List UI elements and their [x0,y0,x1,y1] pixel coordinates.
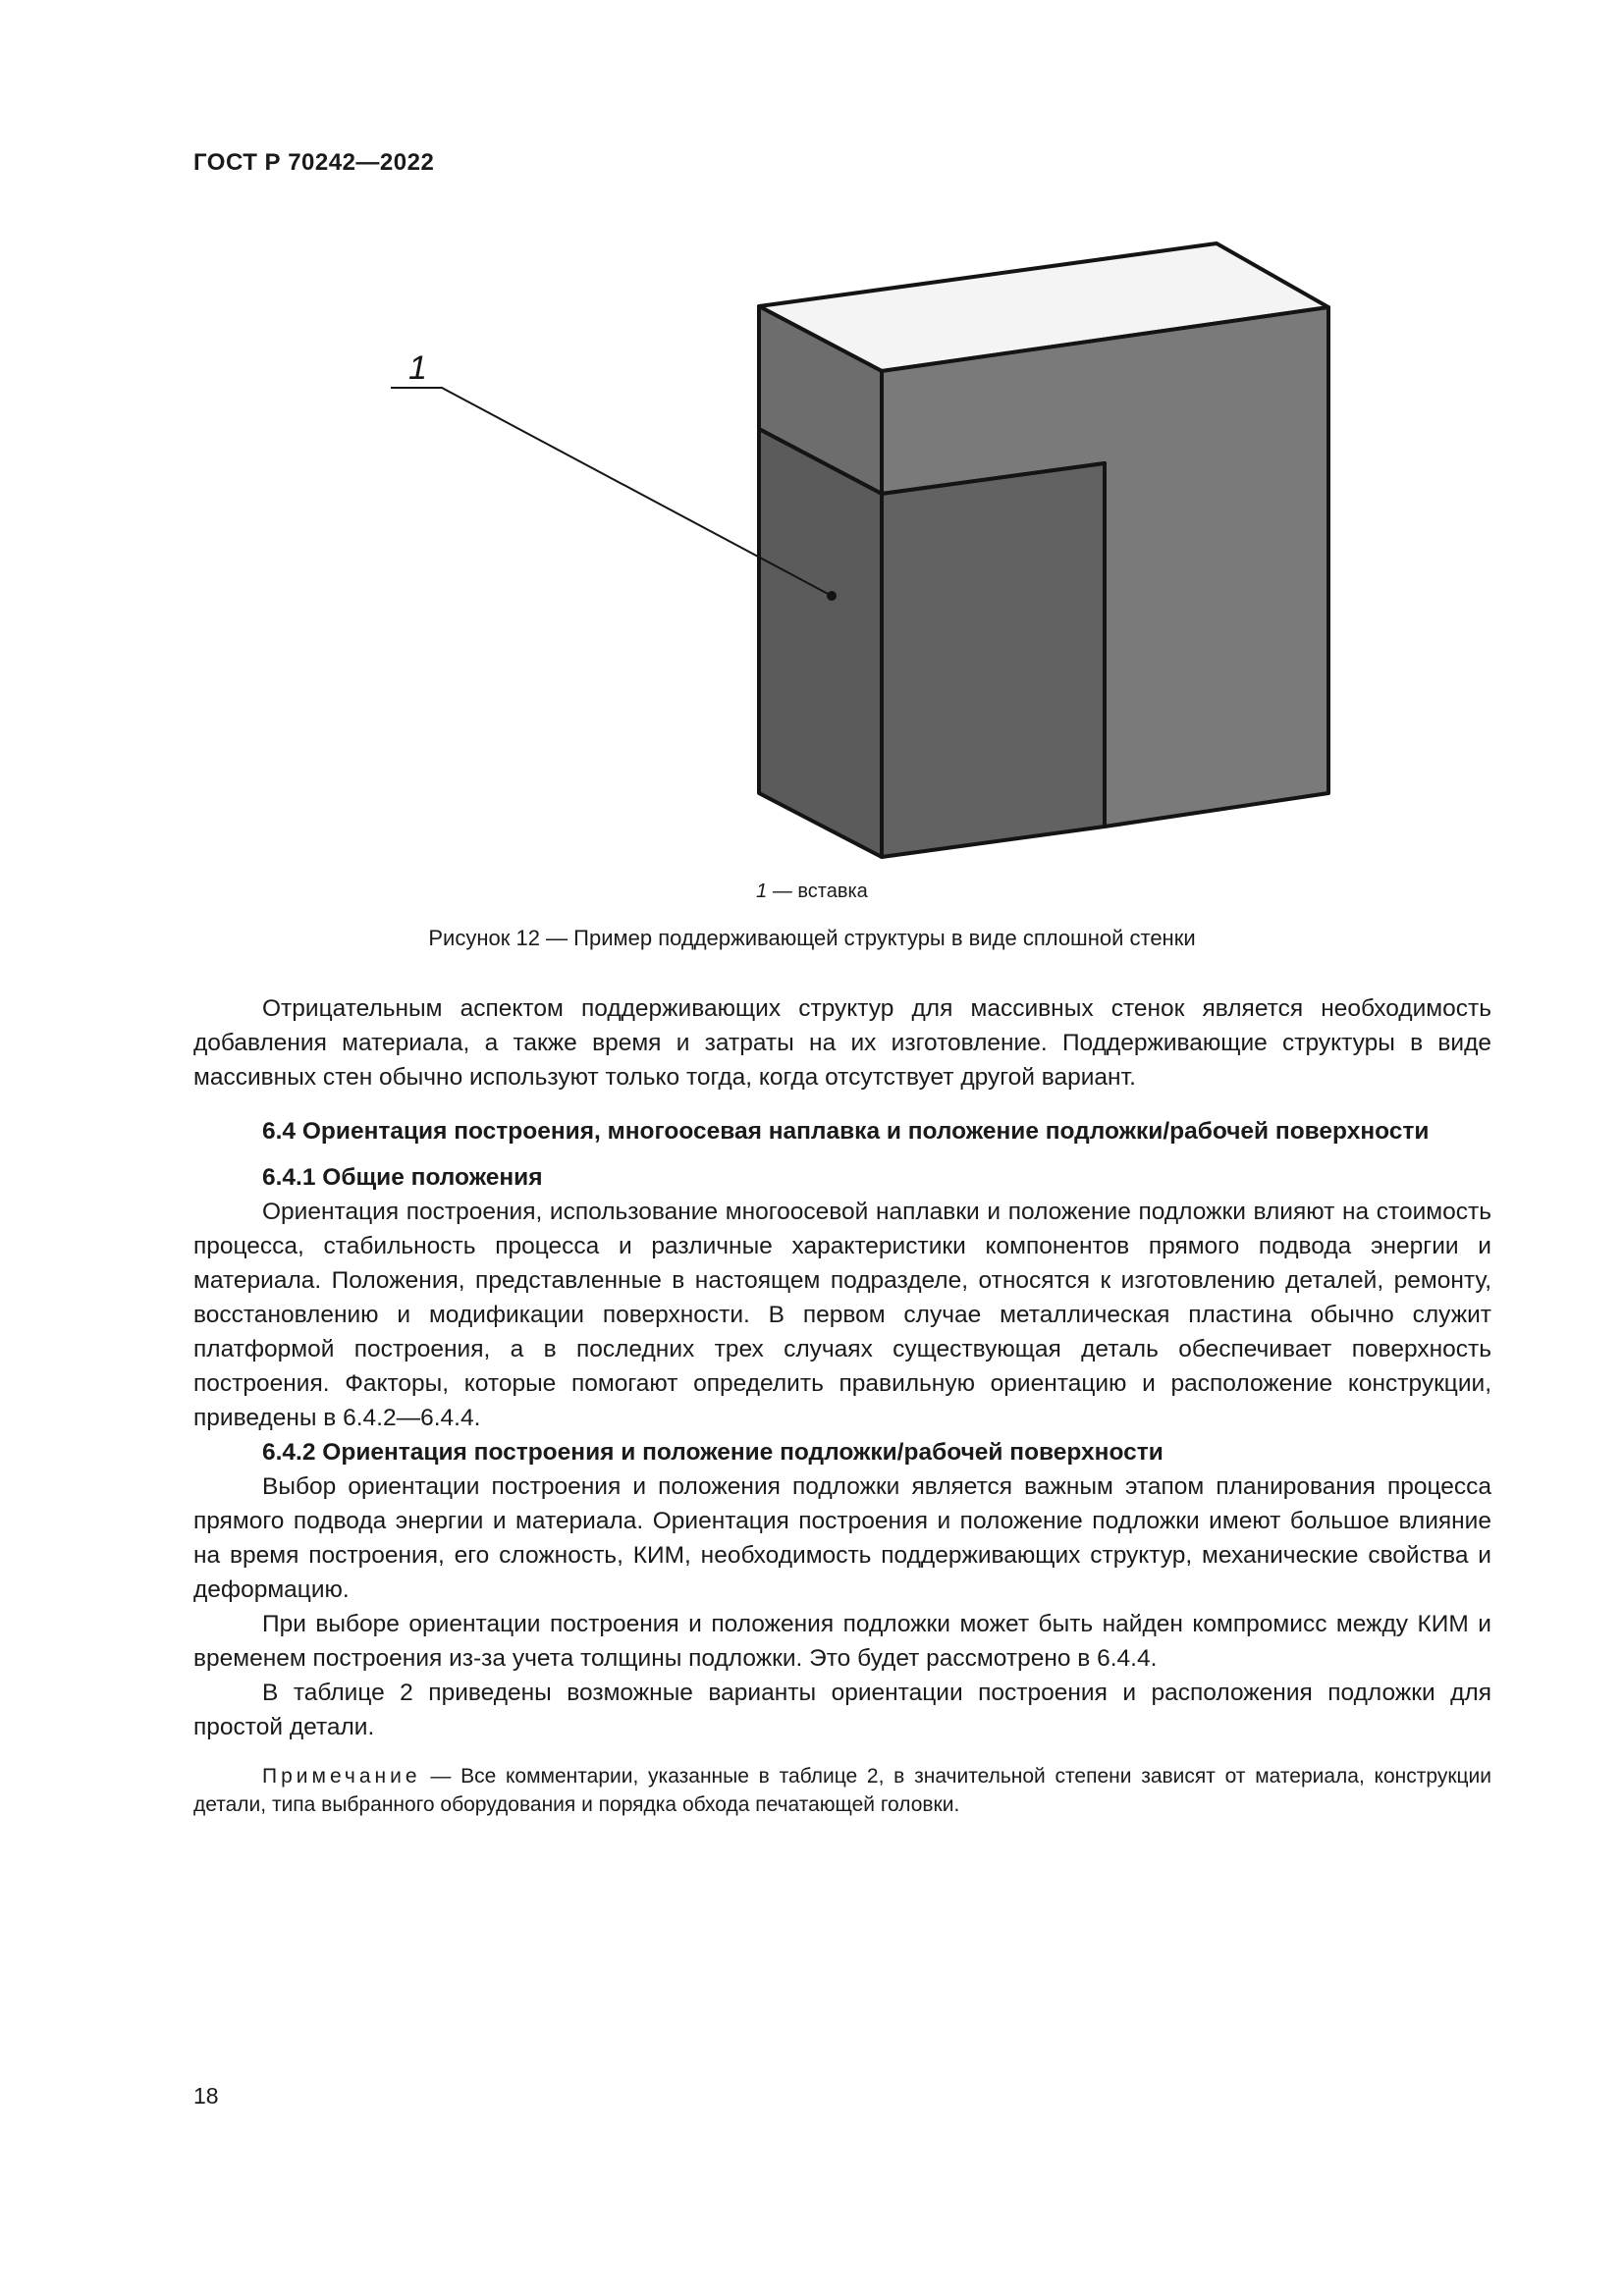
paragraph-orientation-choice: Выбор ориентации построения и положения подложки является важным этапом планирования процесса прямого подвода энергии и материала. Ориентация построения и положение подложки имеют большое влияние на время построения, его сложность, КИМ, необходимость поддерживающих структур, механические свойства и деформацию. [193,1473,1491,1603]
page-number: 18 [193,2083,219,2109]
note-label: Примечание [262,1765,421,1788]
callout-number: 1 [408,349,427,387]
subsection-heading-6-4-2: 6.4.2 Ориентация построения и положение подложки/рабочей поверхности [262,1439,1164,1466]
note-text: — Все комментарии, указанные в таблице 2, в значительной степени зависят от материала, конструкции детали, типа выбранного оборудования и порядка обхода печатающей головки. [193,1765,1491,1816]
section-heading-6-4: 6.4 Ориентация построения, многоосевая наплавка и положение подложки/рабочей поверхности [262,1118,1430,1145]
figure-caption: Рисунок 12 — Пример поддерживающей структуры в виде сплошной стенки [428,926,1196,950]
subsection-heading-6-4-1: 6.4.1 Общие положения [262,1164,543,1191]
legend-number: 1 [756,881,768,902]
insert-front-face [882,463,1105,857]
paragraph-general-provisions: Ориентация построения, использование многоосевой наплавки и положение подложки влияют на стоимость процесса, стабильность процесса и различные характеристики компонентов прямого подвода энергии и материала. Положения, представленные в настоящем подразделе, относятся к изготовлению деталей, ремонту, восстановлению и модификации поверхности. В первом случае металлическая пластина обычно служит платформой построения, а в последних трех случаях существующая деталь обеспечивает поверхность построения. Факторы, которые помогают определить правильную ориентацию и расположение конструкции, приведены в 6.4.2—6.4.4. [193,1199,1491,1431]
callout-dot [827,591,837,601]
paragraph-table-reference: В таблице 2 приведены возможные варианты ориентации построения и расположения подложки для простой детали. [193,1680,1491,1740]
insert-left-face [759,429,882,857]
figure-legend [0,881,1624,903]
document-body [193,991,1491,1819]
paragraph-compromise: При выборе ориентации построения и положения подложки может быть найден компромисс между КИМ и временем построения из-за учета толщины подложки. Это будет рассмотрено в 6.4.4. [193,1611,1491,1672]
note [193,1762,1491,1819]
document-header: ГОСТ Р 70242—2022 [193,149,435,176]
legend-text: — вставка [767,881,868,902]
figure-12-support-wall [373,231,1345,869]
paragraph-massive-walls: Отрицательным аспектом поддерживающих структур для массивных стенок является необходимость добавления материала, а также время и затраты на их изготовление. Поддерживающие структуры в виде массивных стен обычно используют только тогда, когда отсутствует другой вариант. [193,995,1491,1091]
